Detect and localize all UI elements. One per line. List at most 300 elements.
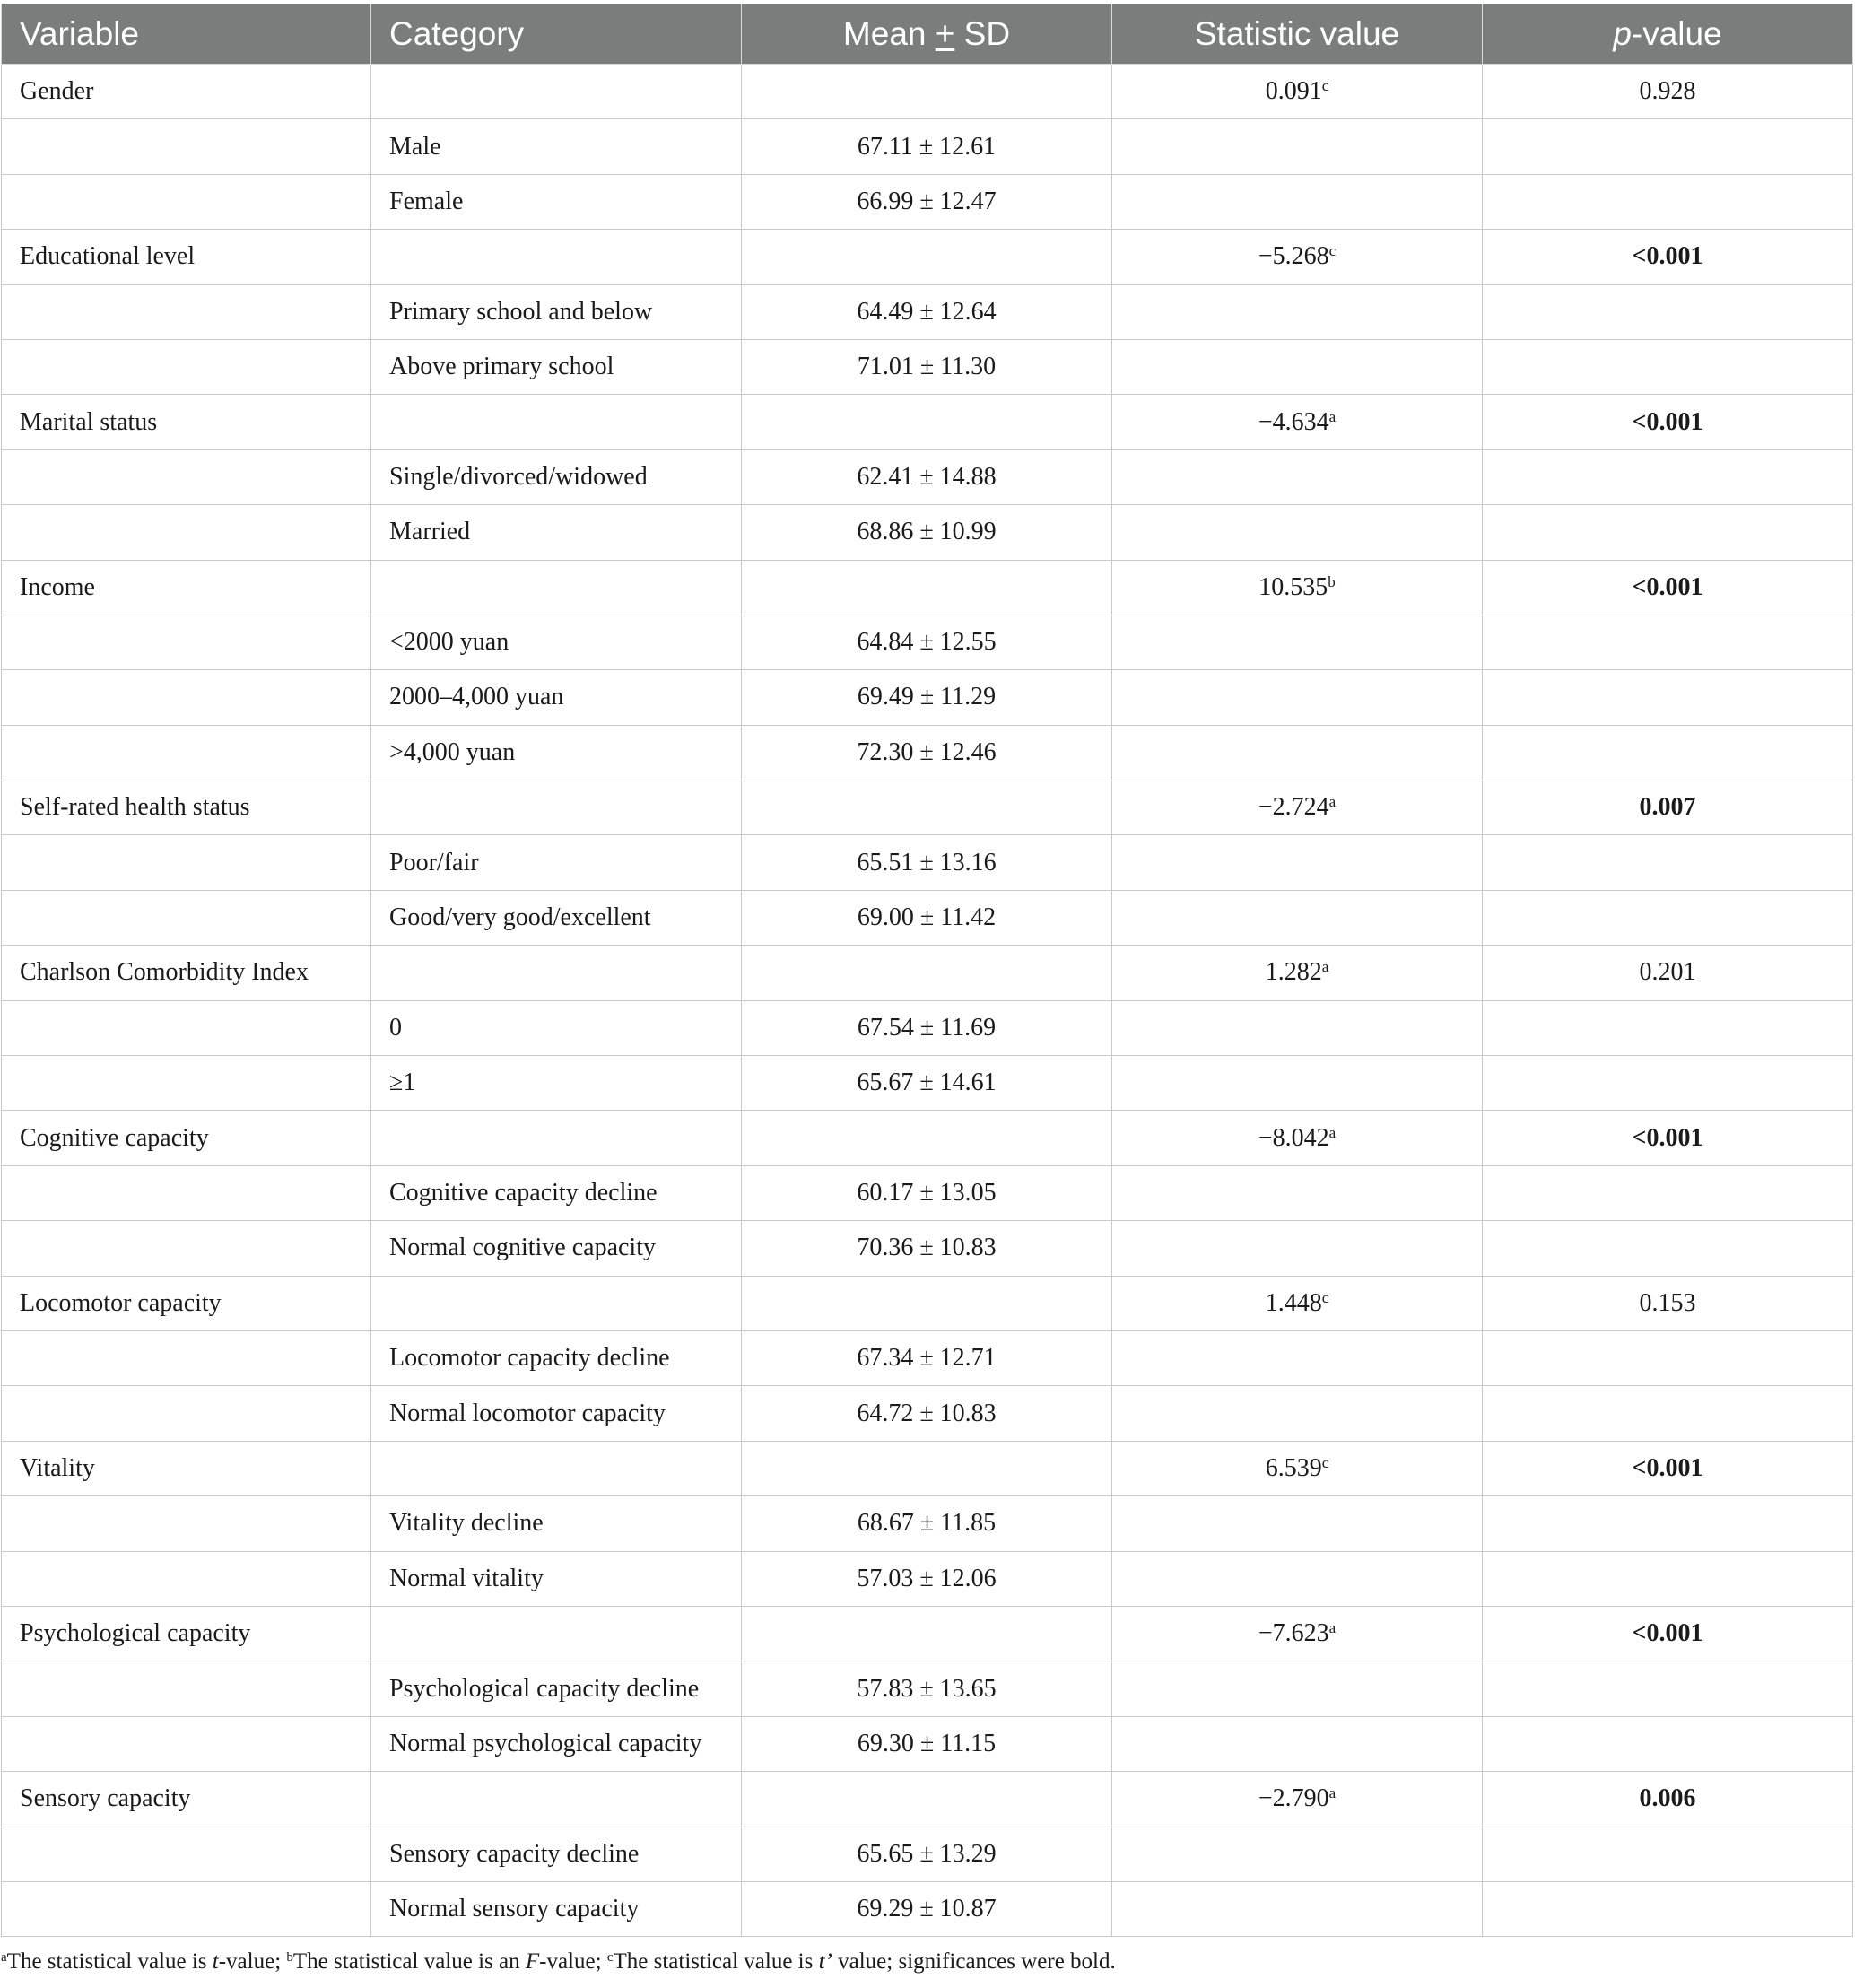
cell-statistic-superscript: c bbox=[1321, 1288, 1329, 1306]
table-footnote bbox=[1, 1949, 1852, 1975]
table-row bbox=[2, 1386, 1853, 1441]
cell-p-value bbox=[1483, 1276, 1853, 1330]
cell-statistic-text: −8.042 bbox=[1258, 1123, 1329, 1152]
cell-p-value bbox=[1483, 1111, 1853, 1165]
cell-variable bbox=[2, 615, 371, 669]
cell-mean-sd-text: 66.99 ± 12.47 bbox=[857, 187, 997, 215]
cell-category bbox=[371, 449, 742, 504]
cell-category-text: Sensory capacity decline bbox=[389, 1839, 640, 1868]
cell-p-value bbox=[1483, 780, 1853, 835]
cell-statistic-text: −2.724 bbox=[1258, 793, 1329, 822]
cell-mean-sd-text: 65.51 ± 13.16 bbox=[857, 848, 997, 876]
cell-category-text: Primary school and below bbox=[389, 297, 653, 326]
cell-category bbox=[371, 1827, 742, 1881]
cell-statistic bbox=[1112, 725, 1483, 780]
cell-statistic bbox=[1112, 1330, 1483, 1385]
cell-mean-sd-text: 60.17 ± 13.05 bbox=[857, 1179, 997, 1207]
cell-category bbox=[371, 725, 742, 780]
header-row bbox=[2, 4, 1853, 65]
cell-mean-sd-text: 69.49 ± 11.29 bbox=[857, 683, 997, 711]
cell-mean-sd-text: 62.41 ± 14.88 bbox=[857, 462, 997, 491]
cell-mean-sd bbox=[742, 1056, 1112, 1111]
table-row bbox=[2, 1827, 1853, 1881]
cell-mean-sd-text: 65.67 ± 14.61 bbox=[857, 1068, 997, 1097]
cell-variable bbox=[2, 835, 371, 890]
cell-p-value bbox=[1483, 1000, 1853, 1055]
cell-mean-sd bbox=[742, 1772, 1112, 1827]
cell-category bbox=[371, 1111, 742, 1165]
cell-statistic bbox=[1112, 339, 1483, 394]
cell-category bbox=[371, 1606, 742, 1661]
cell-mean-sd bbox=[742, 449, 1112, 504]
cell-category bbox=[371, 1772, 742, 1827]
table-row bbox=[2, 946, 1853, 1000]
cell-category-text: <2000 yuan bbox=[389, 628, 509, 657]
cell-category-text: 0 bbox=[389, 1013, 402, 1042]
cell-category-text: Single/divorced/widowed bbox=[389, 462, 648, 491]
cell-category bbox=[371, 395, 742, 449]
table-row bbox=[2, 505, 1853, 560]
cell-mean-sd bbox=[742, 946, 1112, 1000]
cell-statistic bbox=[1112, 1386, 1483, 1441]
cell-statistic-superscript: c bbox=[1321, 1453, 1329, 1471]
cell-mean-sd-text: 57.03 ± 12.06 bbox=[857, 1564, 997, 1592]
cell-variable bbox=[2, 230, 371, 284]
table-row bbox=[2, 1000, 1853, 1055]
cell-p-value bbox=[1483, 1056, 1853, 1111]
table-row bbox=[2, 1056, 1853, 1111]
cell-p-value bbox=[1483, 670, 1853, 725]
cell-p-value bbox=[1483, 1441, 1853, 1495]
cell-variable bbox=[2, 339, 371, 394]
footnote-a-var: t bbox=[212, 1949, 219, 1975]
cell-mean-sd bbox=[742, 615, 1112, 669]
cell-mean-sd bbox=[742, 670, 1112, 725]
cell-mean-sd-text: 68.67 ± 11.85 bbox=[857, 1509, 997, 1538]
cell-mean-sd bbox=[742, 1330, 1112, 1385]
table-row bbox=[2, 560, 1853, 615]
header-plus-minus: + bbox=[935, 14, 955, 52]
cell-variable bbox=[2, 1000, 371, 1055]
cell-p-value bbox=[1483, 174, 1853, 229]
cell-statistic bbox=[1112, 1827, 1483, 1881]
cell-variable bbox=[2, 1496, 371, 1551]
cell-category-text: Male bbox=[389, 132, 441, 161]
cell-statistic bbox=[1112, 449, 1483, 504]
cell-category bbox=[371, 1221, 742, 1276]
cell-p-value bbox=[1483, 339, 1853, 394]
cell-mean-sd bbox=[742, 174, 1112, 229]
cell-mean-sd bbox=[742, 1496, 1112, 1551]
cell-p-value-text: <0.001 bbox=[1632, 407, 1703, 436]
cell-p-value bbox=[1483, 1386, 1853, 1441]
cell-statistic bbox=[1112, 946, 1483, 1000]
cell-category-text: Female bbox=[389, 187, 464, 215]
cell-p-value bbox=[1483, 1551, 1853, 1606]
cell-variable bbox=[2, 560, 371, 615]
cell-category bbox=[371, 1056, 742, 1111]
cell-mean-sd-text: 72.30 ± 12.46 bbox=[857, 737, 997, 766]
table-row bbox=[2, 835, 1853, 890]
header-statistic-value: Statistic value bbox=[1112, 4, 1483, 65]
footnote-c-end: value; significances were bold. bbox=[832, 1949, 1116, 1975]
cell-p-value bbox=[1483, 1606, 1853, 1661]
cell-statistic-text: −2.790 bbox=[1258, 1784, 1329, 1813]
table-row bbox=[2, 174, 1853, 229]
cell-mean-sd bbox=[742, 505, 1112, 560]
cell-category-text: Above primary school bbox=[389, 353, 614, 381]
cell-mean-sd bbox=[742, 1111, 1112, 1165]
cell-category-text: Cognitive capacity decline bbox=[389, 1179, 658, 1207]
cell-category-text: ≥1 bbox=[389, 1068, 416, 1097]
cell-statistic-superscript: a bbox=[1328, 793, 1337, 811]
table-row bbox=[2, 615, 1853, 669]
cell-statistic bbox=[1112, 780, 1483, 835]
cell-p-value-text: <0.001 bbox=[1632, 1453, 1703, 1482]
cell-category-text: Locomotor capacity decline bbox=[389, 1344, 670, 1373]
cell-mean-sd bbox=[742, 1221, 1112, 1276]
cell-category-text: Normal cognitive capacity bbox=[389, 1234, 656, 1262]
table-row bbox=[2, 1111, 1853, 1165]
cell-statistic-text: 6.539 bbox=[1265, 1453, 1322, 1482]
cell-category-text: 2000–4,000 yuan bbox=[389, 683, 564, 711]
cell-mean-sd bbox=[742, 1827, 1112, 1881]
cell-statistic bbox=[1112, 284, 1483, 339]
cell-p-value bbox=[1483, 449, 1853, 504]
cell-p-value-text: 0.201 bbox=[1639, 958, 1696, 987]
cell-category bbox=[371, 339, 742, 394]
cell-variable bbox=[2, 1606, 371, 1661]
header-variable: Variable bbox=[2, 4, 371, 65]
table-row bbox=[2, 395, 1853, 449]
cell-variable bbox=[2, 1221, 371, 1276]
cell-mean-sd bbox=[742, 1881, 1112, 1936]
header-p-value bbox=[1483, 4, 1853, 65]
header-mean-sd bbox=[742, 4, 1112, 65]
cell-p-value bbox=[1483, 946, 1853, 1000]
cell-p-value bbox=[1483, 1661, 1853, 1716]
cell-mean-sd bbox=[742, 339, 1112, 394]
cell-category bbox=[371, 1551, 742, 1606]
cell-mean-sd bbox=[742, 1276, 1112, 1330]
cell-variable bbox=[2, 1165, 371, 1220]
cell-variable-text: Charlson Comorbidity Index bbox=[20, 958, 309, 987]
cell-category-text: Married bbox=[389, 518, 471, 546]
cell-mean-sd bbox=[742, 835, 1112, 890]
cell-mean-sd-text: 69.30 ± 11.15 bbox=[857, 1729, 997, 1757]
cell-p-value-text: <0.001 bbox=[1632, 572, 1703, 601]
cell-statistic-text: 1.282 bbox=[1265, 958, 1322, 987]
cell-mean-sd bbox=[742, 65, 1112, 119]
cell-mean-sd-text: 57.83 ± 13.65 bbox=[857, 1674, 997, 1703]
cell-statistic bbox=[1112, 1165, 1483, 1220]
cell-statistic-superscript: b bbox=[1328, 572, 1336, 590]
cell-category-text: Poor/fair bbox=[389, 848, 479, 876]
cell-statistic bbox=[1112, 1661, 1483, 1716]
cell-variable bbox=[2, 395, 371, 449]
table-row bbox=[2, 1276, 1853, 1330]
cell-category bbox=[371, 946, 742, 1000]
cell-statistic-superscript: a bbox=[1328, 1123, 1337, 1141]
cell-statistic bbox=[1112, 1606, 1483, 1661]
cell-variable bbox=[2, 449, 371, 504]
cell-statistic bbox=[1112, 560, 1483, 615]
header-p-rest: -value bbox=[1631, 14, 1722, 52]
cell-category-text: Normal sensory capacity bbox=[389, 1895, 640, 1923]
cell-mean-sd bbox=[742, 1606, 1112, 1661]
cell-statistic bbox=[1112, 835, 1483, 890]
cell-statistic bbox=[1112, 174, 1483, 229]
cell-mean-sd-text: 65.65 ± 13.29 bbox=[857, 1839, 997, 1868]
cell-variable-text: Cognitive capacity bbox=[20, 1123, 209, 1152]
table-body bbox=[2, 65, 1853, 1937]
cell-category bbox=[371, 284, 742, 339]
footnote-b-end: -value; bbox=[539, 1949, 607, 1975]
cell-variable bbox=[2, 505, 371, 560]
cell-variable bbox=[2, 890, 371, 945]
cell-p-value bbox=[1483, 890, 1853, 945]
cell-variable-text: Sensory capacity bbox=[20, 1784, 191, 1813]
cell-statistic-superscript: a bbox=[1328, 1619, 1337, 1637]
cell-variable bbox=[2, 1441, 371, 1495]
cell-mean-sd-text: 67.11 ± 12.61 bbox=[857, 132, 997, 161]
cell-variable bbox=[2, 1386, 371, 1441]
table-row bbox=[2, 780, 1853, 835]
cell-statistic bbox=[1112, 670, 1483, 725]
cell-p-value bbox=[1483, 1165, 1853, 1220]
cell-variable-text: Psychological capacity bbox=[20, 1619, 251, 1648]
cell-mean-sd-text: 69.00 ± 11.42 bbox=[857, 903, 997, 932]
cell-variable bbox=[2, 1827, 371, 1881]
footnote-b-marker: b bbox=[286, 1950, 293, 1966]
cell-category-text: Normal locomotor capacity bbox=[389, 1399, 666, 1427]
cell-mean-sd bbox=[742, 890, 1112, 945]
cell-mean-sd bbox=[742, 1716, 1112, 1771]
cell-mean-sd bbox=[742, 1000, 1112, 1055]
cell-p-value bbox=[1483, 119, 1853, 174]
cell-category bbox=[371, 1330, 742, 1385]
header-mean-text: Mean bbox=[842, 14, 936, 52]
footnote-a-marker: a bbox=[1, 1950, 7, 1966]
cell-p-value bbox=[1483, 65, 1853, 119]
cell-category-text: >4,000 yuan bbox=[389, 737, 516, 766]
cell-variable-text: Locomotor capacity bbox=[20, 1288, 222, 1317]
cell-category bbox=[371, 1716, 742, 1771]
cell-p-value bbox=[1483, 1827, 1853, 1881]
cell-variable bbox=[2, 780, 371, 835]
cell-statistic bbox=[1112, 1000, 1483, 1055]
cell-variable bbox=[2, 1772, 371, 1827]
cell-statistic bbox=[1112, 615, 1483, 669]
header-sd-text: SD bbox=[954, 14, 1011, 52]
cell-variable bbox=[2, 1056, 371, 1111]
cell-p-value bbox=[1483, 1221, 1853, 1276]
footnote-b-text: The statistical value is an bbox=[292, 1949, 526, 1975]
cell-p-value-text: <0.001 bbox=[1632, 1619, 1703, 1648]
cell-statistic bbox=[1112, 1276, 1483, 1330]
cell-statistic bbox=[1112, 1716, 1483, 1771]
cell-mean-sd bbox=[742, 395, 1112, 449]
cell-category bbox=[371, 230, 742, 284]
table-row bbox=[2, 65, 1853, 119]
cell-statistic bbox=[1112, 1221, 1483, 1276]
cell-p-value bbox=[1483, 835, 1853, 890]
cell-category bbox=[371, 1000, 742, 1055]
cell-category bbox=[371, 615, 742, 669]
cell-category bbox=[371, 1276, 742, 1330]
cell-statistic bbox=[1112, 1772, 1483, 1827]
cell-mean-sd bbox=[742, 230, 1112, 284]
cell-category bbox=[371, 1496, 742, 1551]
cell-mean-sd bbox=[742, 1441, 1112, 1495]
cell-variable bbox=[2, 1661, 371, 1716]
footnote-a-end: -value; bbox=[218, 1949, 287, 1975]
table-row bbox=[2, 1165, 1853, 1220]
table-container bbox=[1, 4, 1852, 1975]
header-category: Category bbox=[371, 4, 742, 65]
cell-variable bbox=[2, 119, 371, 174]
cell-category bbox=[371, 670, 742, 725]
cell-mean-sd-text: 69.29 ± 10.87 bbox=[857, 1895, 997, 1923]
cell-statistic-text: −5.268 bbox=[1258, 242, 1329, 271]
cell-variable bbox=[2, 174, 371, 229]
table-row bbox=[2, 284, 1853, 339]
cell-p-value bbox=[1483, 1330, 1853, 1385]
cell-variable bbox=[2, 284, 371, 339]
table-row bbox=[2, 1772, 1853, 1827]
table-row bbox=[2, 1661, 1853, 1716]
cell-p-value bbox=[1483, 615, 1853, 669]
table-row bbox=[2, 1496, 1853, 1551]
cell-mean-sd bbox=[742, 780, 1112, 835]
cell-mean-sd-text: 71.01 ± 11.30 bbox=[857, 353, 997, 381]
cell-statistic bbox=[1112, 65, 1483, 119]
cell-category-text: Normal psychological capacity bbox=[389, 1729, 702, 1757]
cell-statistic-text: −4.634 bbox=[1258, 407, 1329, 436]
cell-category bbox=[371, 560, 742, 615]
cell-statistic bbox=[1112, 395, 1483, 449]
table-row bbox=[2, 1881, 1853, 1936]
table-row bbox=[2, 890, 1853, 945]
table-row bbox=[2, 1221, 1853, 1276]
cell-statistic bbox=[1112, 505, 1483, 560]
table-row bbox=[2, 449, 1853, 504]
cell-category-text: Good/very good/excellent bbox=[389, 903, 651, 932]
cell-mean-sd bbox=[742, 284, 1112, 339]
cell-mean-sd bbox=[742, 1551, 1112, 1606]
cell-statistic bbox=[1112, 230, 1483, 284]
footnote-c-var: t’ bbox=[818, 1949, 832, 1975]
cell-statistic-superscript: a bbox=[1328, 1784, 1337, 1802]
cell-mean-sd-text: 67.34 ± 12.71 bbox=[857, 1344, 997, 1373]
table-row bbox=[2, 1330, 1853, 1385]
cell-category bbox=[371, 1386, 742, 1441]
cell-category bbox=[371, 1441, 742, 1495]
cell-mean-sd bbox=[742, 1386, 1112, 1441]
footnote-c-marker: c bbox=[606, 1950, 614, 1966]
footnote-a-text: The statistical value is bbox=[6, 1949, 213, 1975]
cell-category bbox=[371, 1661, 742, 1716]
cell-variable bbox=[2, 946, 371, 1000]
cell-p-value bbox=[1483, 1496, 1853, 1551]
cell-variable bbox=[2, 65, 371, 119]
cell-variable bbox=[2, 670, 371, 725]
cell-p-value bbox=[1483, 1716, 1853, 1771]
cell-variable-text: Marital status bbox=[20, 407, 158, 436]
cell-category bbox=[371, 505, 742, 560]
table-row bbox=[2, 119, 1853, 174]
cell-category bbox=[371, 1881, 742, 1936]
cell-statistic-superscript: c bbox=[1328, 242, 1337, 260]
cell-category bbox=[371, 890, 742, 945]
cell-p-value bbox=[1483, 230, 1853, 284]
cell-p-value bbox=[1483, 725, 1853, 780]
table-row bbox=[2, 670, 1853, 725]
cell-mean-sd bbox=[742, 560, 1112, 615]
cell-statistic-text: −7.623 bbox=[1258, 1619, 1329, 1648]
cell-p-value-text: <0.001 bbox=[1632, 242, 1703, 271]
results-table bbox=[1, 4, 1853, 1937]
cell-p-value-text: 0.006 bbox=[1639, 1784, 1696, 1813]
cell-mean-sd-text: 64.49 ± 12.64 bbox=[857, 297, 997, 326]
cell-category-text: Vitality decline bbox=[389, 1509, 544, 1538]
cell-statistic bbox=[1112, 1881, 1483, 1936]
cell-p-value-text: 0.007 bbox=[1639, 793, 1696, 822]
cell-statistic bbox=[1112, 890, 1483, 945]
cell-mean-sd-text: 67.54 ± 11.69 bbox=[857, 1013, 997, 1042]
cell-variable bbox=[2, 1551, 371, 1606]
table-row bbox=[2, 1606, 1853, 1661]
cell-variable-text: Income bbox=[20, 572, 95, 601]
cell-variable-text: Educational level bbox=[20, 242, 196, 271]
table-row bbox=[2, 339, 1853, 394]
cell-category-text: Normal vitality bbox=[389, 1564, 544, 1592]
cell-p-value-text: <0.001 bbox=[1632, 1123, 1703, 1152]
table-row bbox=[2, 230, 1853, 284]
cell-mean-sd-text: 64.72 ± 10.83 bbox=[857, 1399, 997, 1427]
cell-statistic bbox=[1112, 1551, 1483, 1606]
table-row bbox=[2, 725, 1853, 780]
footnote-b-var: F bbox=[525, 1949, 540, 1975]
cell-variable bbox=[2, 1881, 371, 1936]
cell-variable-text: Gender bbox=[20, 77, 94, 106]
table-row bbox=[2, 1551, 1853, 1606]
cell-statistic-superscript: c bbox=[1321, 77, 1329, 95]
header-p-italic: p bbox=[1613, 14, 1632, 52]
cell-variable-text: Self-rated health status bbox=[20, 793, 250, 822]
cell-mean-sd bbox=[742, 119, 1112, 174]
cell-mean-sd-text: 70.36 ± 10.83 bbox=[857, 1234, 997, 1262]
cell-p-value bbox=[1483, 395, 1853, 449]
cell-statistic bbox=[1112, 1496, 1483, 1551]
cell-mean-sd bbox=[742, 1165, 1112, 1220]
cell-variable bbox=[2, 1276, 371, 1330]
cell-statistic bbox=[1112, 1441, 1483, 1495]
cell-variable bbox=[2, 1111, 371, 1165]
cell-statistic-superscript: a bbox=[1328, 407, 1337, 425]
table-row bbox=[2, 1441, 1853, 1495]
cell-category bbox=[371, 780, 742, 835]
cell-statistic bbox=[1112, 119, 1483, 174]
footnote-c-text: The statistical value is bbox=[613, 1949, 819, 1975]
cell-statistic-text: 1.448 bbox=[1265, 1288, 1322, 1317]
table-row bbox=[2, 1716, 1853, 1771]
cell-mean-sd bbox=[742, 725, 1112, 780]
cell-p-value bbox=[1483, 284, 1853, 339]
cell-category bbox=[371, 174, 742, 229]
cell-p-value bbox=[1483, 1881, 1853, 1936]
cell-p-value-text: 0.153 bbox=[1639, 1288, 1696, 1317]
